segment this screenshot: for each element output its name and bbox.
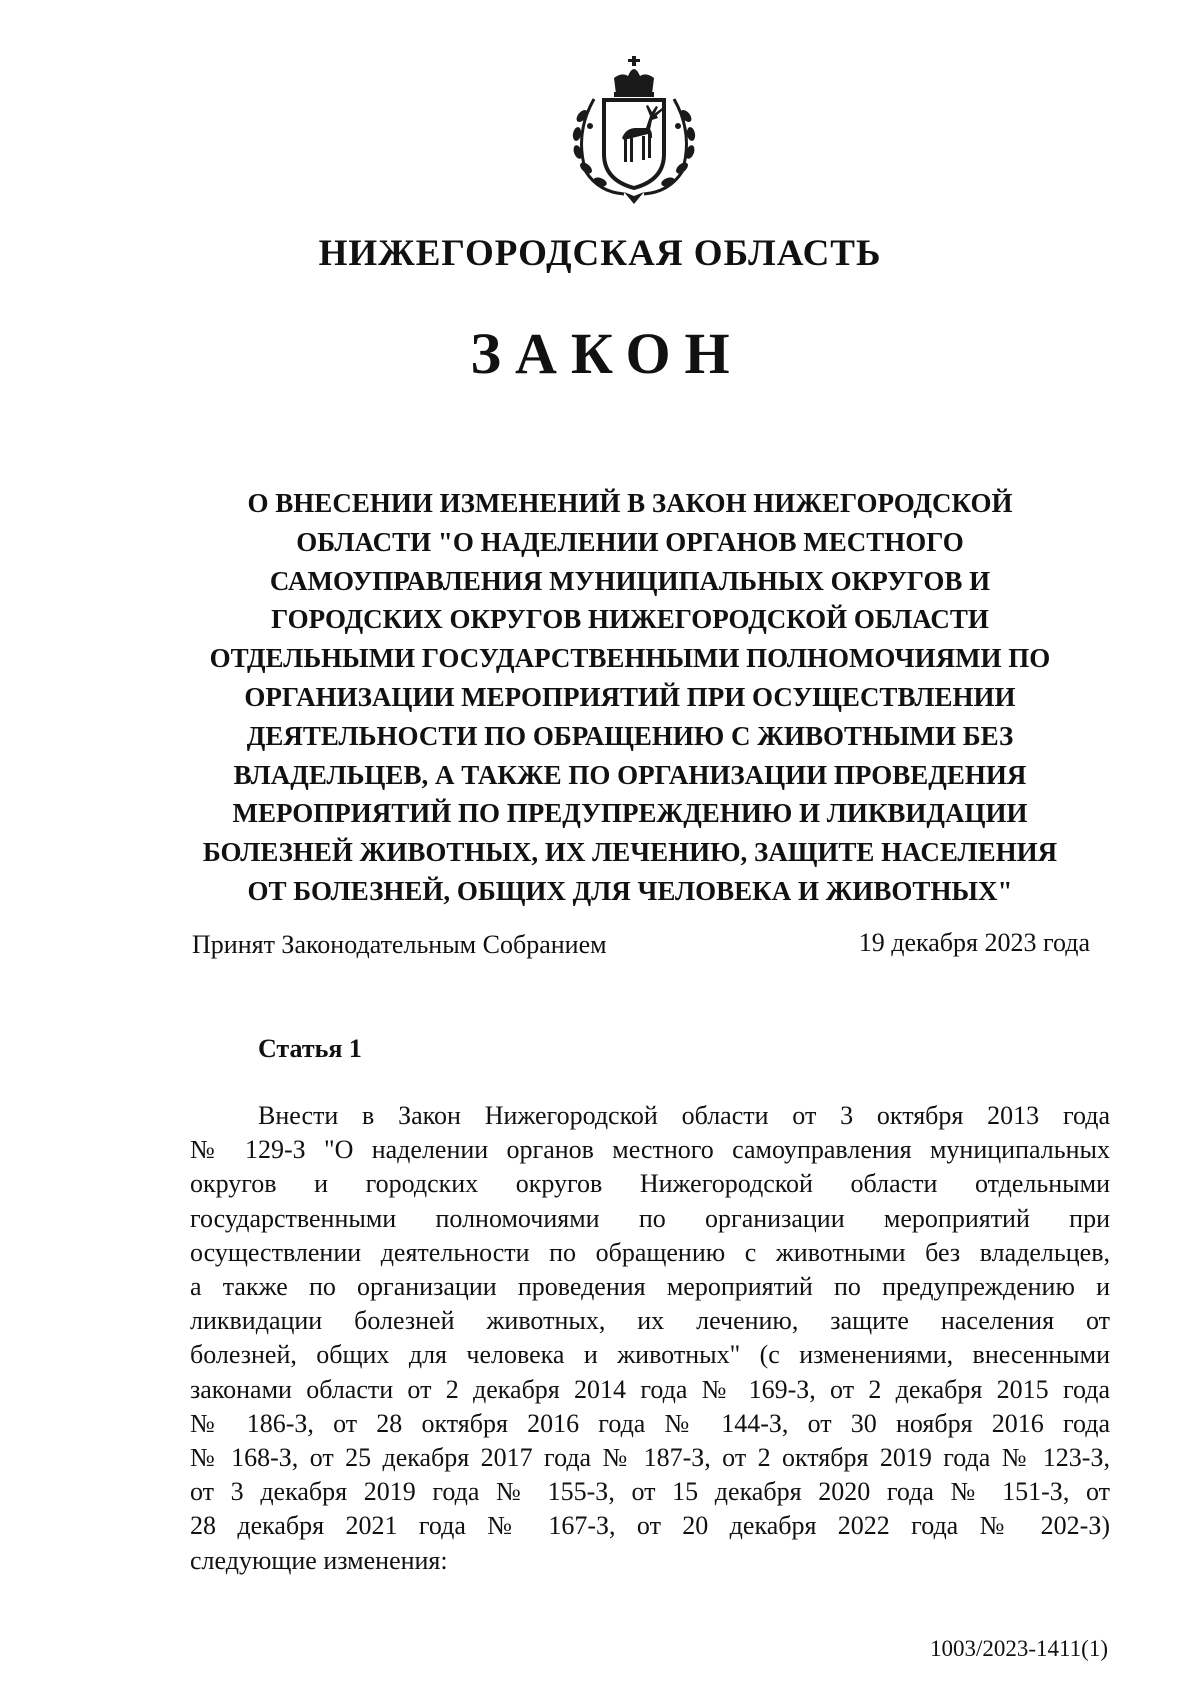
article-heading: Статья 1 [258,1034,362,1063]
law-title-line: БОЛЕЗНЕЙ ЖИВОТНЫХ, ИХ ЛЕЧЕНИЮ, ЗАЩИТЕ НАСЕЛЕНИЯ [202,837,1058,868]
article-line: округов и городских округов Нижегородской области отдельными [190,1169,1110,1199]
law-title [180,484,1080,911]
adoption-date: 19 декабря 2023 года [858,928,1090,957]
law-title-line: ОТ БОЛЕЗНЕЙ, ОБЩИХ ДЛЯ ЧЕЛОВЕКА И ЖИВОТНЫХ" [247,875,1013,906]
adopted-by: Принят Законодательным Собранием [192,930,607,959]
law-title-line: ОРГАНИЗАЦИИ МЕРОПРИЯТИЙ ПРИ ОСУЩЕСТВЛЕНИИ [244,681,1016,712]
article-line: ликвидации болезней животных, их лечению, защите населения от [190,1306,1110,1336]
document-code: 1003/2023-1411(1) [929,1636,1108,1661]
article-line: № 186-З, от 28 октября 2016 года № 144-З, от 30 ноября 2016 года [190,1408,1110,1438]
law-title-line: ОТДЕЛЬНЫМИ ГОСУДАРСТВЕННЫМИ ПОЛНОМОЧИЯМИ ПО [209,643,1051,674]
law-title-line: ОБЛАСТИ "О НАДЕЛЕНИИ ОРГАНОВ МЕСТНОГО [296,526,964,557]
law-title-line: О ВНЕСЕНИИ ИЗМЕНЕНИЙ В ЗАКОН НИЖЕГОРОДСКОЙ [247,488,1013,518]
article-line: № 168-З, от 25 декабря 2017 года № 187-З, от 2 октября 2019 года № 123-З, [190,1443,1110,1473]
article-line: от 3 декабря 2019 года № 155-З, от 15 декабря 2020 года № 151-З, от [190,1477,1110,1507]
article-line: 28 декабря 2021 года № 167-З, от 20 декабря 2022 года № 202-З) [190,1511,1110,1541]
article-body [190,1099,1110,1578]
law-title-line: ВЛАДЕЛЬЦЕВ, А ТАКЖЕ ПО ОРГАНИЗАЦИИ ПРОВЕДЕНИЯ [233,759,1027,790]
article-line: осуществлении деятельности по обращению с животными без владельцев, [190,1237,1110,1267]
article-line: а также по организации проведения мероприятий по предупреждению и [190,1272,1110,1302]
law-title-line: ГОРОДСКИХ ОКРУГОВ НИЖЕГОРОДСКОЙ ОБЛАСТИ [271,604,989,635]
nizhny-novgorod-coat-of-arms-icon [564,54,704,204]
region-name: НИЖЕГОРОДСКАЯ ОБЛАСТЬ [318,233,882,274]
law-title-line: МЕРОПРИЯТИЙ ПО ПРЕДУПРЕЖДЕНИЮ И ЛИКВИДАЦИИ [232,798,1028,829]
law-title-line: ДЕЯТЕЛЬНОСТИ ПО ОБРАЩЕНИЮ С ЖИВОТНЫМИ БЕЗ [246,720,1014,751]
article-line: болезней, общих для человека и животных" (с изменениями, внесенными [190,1340,1110,1370]
article-line: № 129-З "О наделении органов местного самоуправления муниципальных [190,1135,1110,1165]
article-line: законами области от 2 декабря 2014 года № 169-З, от 2 декабря 2015 года [190,1374,1110,1404]
article-line: следующие изменения: [190,1545,448,1575]
document-type-heading: ЗАКОН [470,321,744,386]
law-title-line: САМОУПРАВЛЕНИЯ МУНИЦИПАЛЬНЫХ ОКРУГОВ И [269,565,991,596]
article-line: Внести в Закон Нижегородской области от 3 октября 2013 года [258,1101,1110,1130]
article-line: государственными полномочиями по организации мероприятий при [190,1203,1110,1233]
